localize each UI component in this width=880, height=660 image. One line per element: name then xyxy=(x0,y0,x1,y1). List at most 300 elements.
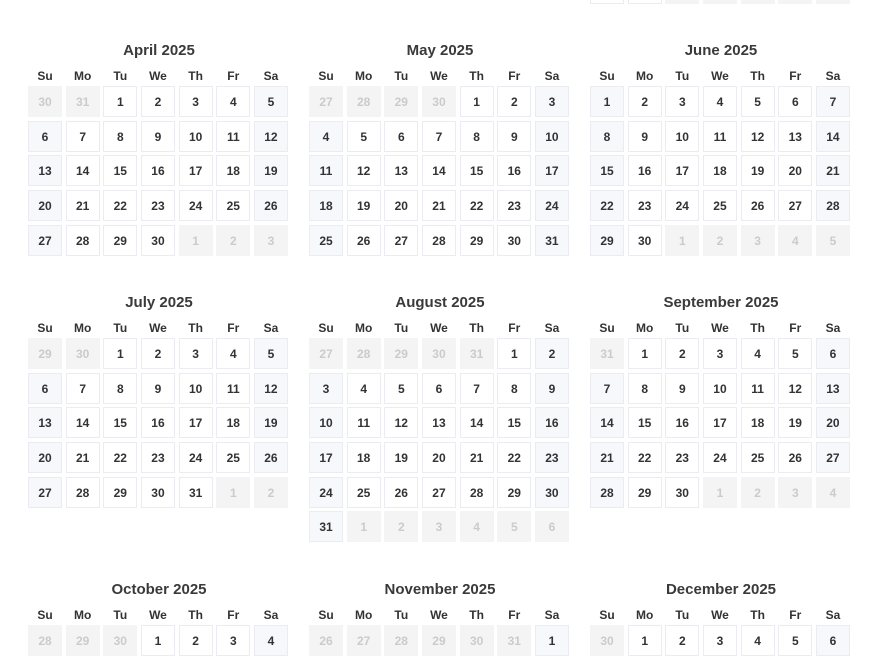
day-cell[interactable]: 2 xyxy=(628,86,662,117)
day-cell-outside-month: 2 xyxy=(384,511,418,542)
day-cell[interactable]: 4 xyxy=(254,625,288,656)
day-cell-outside-month: 5 xyxy=(497,511,531,542)
day-cell[interactable]: 27 xyxy=(28,225,62,256)
day-cell[interactable]: 1 xyxy=(628,625,662,656)
day-cell[interactable]: 20 xyxy=(384,190,418,221)
day-cell-outside-month: 2 xyxy=(216,225,250,256)
day-cell-outside-month: 2 xyxy=(741,477,775,508)
weekday-header: Mo xyxy=(354,608,373,622)
day-cell[interactable]: 27 xyxy=(28,477,62,508)
day-cell-outside-month: 29 xyxy=(422,625,456,656)
weekday-header: Sa xyxy=(544,321,560,335)
day-cell[interactable]: 22 xyxy=(590,190,624,221)
day-cell[interactable]: 23 xyxy=(141,442,175,473)
weekday-header: Sa xyxy=(825,321,841,335)
day-cell[interactable]: 26 xyxy=(384,477,418,508)
day-cell[interactable]: 5 xyxy=(741,86,775,117)
day-cell[interactable]: 14 xyxy=(590,407,624,438)
day-cell[interactable]: 29 xyxy=(460,225,494,256)
day-cell[interactable]: 19 xyxy=(741,155,775,186)
day-cell[interactable]: 12 xyxy=(347,155,381,186)
day-cell[interactable]: 15 xyxy=(103,407,137,438)
day-cell[interactable]: 22 xyxy=(460,190,494,221)
day-cell[interactable]: 12 xyxy=(254,121,288,152)
day-cell-outside-month: 27 xyxy=(347,625,381,656)
month-grid xyxy=(28,319,290,511)
day-cell[interactable]: 28 xyxy=(460,477,494,508)
day-cell[interactable]: 20 xyxy=(422,442,456,473)
month-grid xyxy=(28,606,290,660)
weekday-header: Fr xyxy=(227,69,240,83)
weekday-header: We xyxy=(149,321,167,335)
day-cell-partial xyxy=(778,0,812,4)
day-cell-partial xyxy=(741,0,775,4)
day-cell[interactable]: 25 xyxy=(216,190,250,221)
day-cell[interactable]: 8 xyxy=(497,373,531,404)
day-cell[interactable]: 29 xyxy=(103,225,137,256)
day-cell[interactable]: 23 xyxy=(535,442,569,473)
day-cell[interactable]: 7 xyxy=(66,373,100,404)
day-cell-outside-month: 4 xyxy=(778,225,812,256)
weekday-header: Sa xyxy=(263,69,279,83)
day-cell-outside-month: 30 xyxy=(422,86,456,117)
day-cell[interactable]: 16 xyxy=(141,155,175,186)
day-cell[interactable]: 13 xyxy=(28,155,62,186)
weekday-header: Tu xyxy=(675,608,690,622)
day-cell[interactable]: 9 xyxy=(497,121,531,152)
day-cell[interactable]: 4 xyxy=(216,86,250,117)
day-cell[interactable]: 2 xyxy=(535,338,569,369)
weekday-header: Su xyxy=(599,321,615,335)
day-cell[interactable]: 31 xyxy=(309,511,343,542)
day-cell[interactable]: 5 xyxy=(254,86,288,117)
day-cell[interactable]: 24 xyxy=(703,442,737,473)
day-cell[interactable]: 14 xyxy=(66,407,100,438)
day-cell[interactable]: 15 xyxy=(590,155,624,186)
day-cell[interactable]: 5 xyxy=(384,373,418,404)
weekday-header: Fr xyxy=(508,69,521,83)
weekday-header: Fr xyxy=(227,608,240,622)
weekday-header: Sa xyxy=(544,69,560,83)
day-cell[interactable]: 17 xyxy=(309,442,343,473)
day-cell[interactable]: 25 xyxy=(741,442,775,473)
weekday-header: Mo xyxy=(635,69,654,83)
month-title: November 2025 xyxy=(384,581,496,598)
day-cell[interactable]: 2 xyxy=(665,625,699,656)
month-may-2025 xyxy=(309,40,571,259)
day-cell[interactable]: 3 xyxy=(703,625,737,656)
day-cell[interactable]: 12 xyxy=(741,121,775,152)
weekday-header: Sa xyxy=(263,608,279,622)
day-cell[interactable]: 11 xyxy=(741,373,775,404)
day-cell[interactable]: 11 xyxy=(216,373,250,404)
day-cell[interactable]: 19 xyxy=(254,407,288,438)
day-cell[interactable]: 22 xyxy=(628,442,662,473)
day-cell[interactable]: 9 xyxy=(665,373,699,404)
weekday-header: Tu xyxy=(113,321,128,335)
weekday-header: We xyxy=(430,608,448,622)
day-cell-outside-month: 29 xyxy=(66,625,100,656)
day-cell-outside-month: 3 xyxy=(778,477,812,508)
day-cell[interactable]: 2 xyxy=(141,338,175,369)
day-cell[interactable]: 5 xyxy=(778,338,812,369)
day-cell[interactable]: 1 xyxy=(590,86,624,117)
weekday-header: Sa xyxy=(263,321,279,335)
day-cell[interactable]: 27 xyxy=(778,190,812,221)
weekday-header: Mo xyxy=(73,608,92,622)
day-cell[interactable]: 21 xyxy=(590,442,624,473)
day-cell[interactable]: 27 xyxy=(422,477,456,508)
day-cell[interactable]: 11 xyxy=(216,121,250,152)
day-cell[interactable]: 6 xyxy=(28,121,62,152)
day-cell[interactable]: 26 xyxy=(741,190,775,221)
day-cell[interactable]: 13 xyxy=(384,155,418,186)
day-cell[interactable]: 5 xyxy=(778,625,812,656)
weekday-header: Fr xyxy=(789,321,802,335)
day-cell-outside-month: 27 xyxy=(309,338,343,369)
month-december-2025 xyxy=(590,579,852,660)
month-grid xyxy=(309,606,571,660)
day-cell[interactable]: 3 xyxy=(216,625,250,656)
day-cell[interactable]: 21 xyxy=(460,442,494,473)
day-cell[interactable]: 12 xyxy=(778,373,812,404)
month-grid xyxy=(590,67,852,259)
weekday-header: Mo xyxy=(354,69,373,83)
day-cell[interactable]: 28 xyxy=(590,477,624,508)
day-cell-partial xyxy=(628,0,662,4)
day-cell[interactable]: 30 xyxy=(141,477,175,508)
weekday-header: Fr xyxy=(227,321,240,335)
day-cell[interactable]: 28 xyxy=(66,477,100,508)
day-cell[interactable]: 15 xyxy=(497,407,531,438)
day-cell-outside-month: 28 xyxy=(347,86,381,117)
day-cell-partial xyxy=(816,0,850,4)
day-cell[interactable]: 25 xyxy=(309,225,343,256)
day-cell[interactable]: 7 xyxy=(460,373,494,404)
weekday-header: Th xyxy=(188,321,203,335)
day-cell[interactable]: 24 xyxy=(179,190,213,221)
day-cell[interactable]: 21 xyxy=(66,190,100,221)
weekday-header: Su xyxy=(599,608,615,622)
day-cell[interactable]: 18 xyxy=(309,190,343,221)
weekday-header: We xyxy=(430,321,448,335)
day-cell[interactable]: 20 xyxy=(28,442,62,473)
day-cell[interactable]: 30 xyxy=(628,225,662,256)
day-cell-outside-month: 1 xyxy=(216,477,250,508)
day-cell[interactable]: 18 xyxy=(703,155,737,186)
day-cell-outside-month: 5 xyxy=(816,225,850,256)
day-cell-outside-month: 1 xyxy=(179,225,213,256)
day-cell[interactable]: 10 xyxy=(703,373,737,404)
day-cell[interactable]: 7 xyxy=(816,86,850,117)
day-cell[interactable]: 2 xyxy=(665,338,699,369)
day-cell-outside-month: 29 xyxy=(384,86,418,117)
weekday-header: Fr xyxy=(508,608,521,622)
weekday-header: Mo xyxy=(635,608,654,622)
day-cell[interactable]: 8 xyxy=(103,373,137,404)
day-cell[interactable]: 28 xyxy=(66,225,100,256)
month-grid xyxy=(28,67,290,259)
day-cell[interactable]: 9 xyxy=(141,121,175,152)
weekday-header: We xyxy=(711,321,729,335)
month-october-2025 xyxy=(28,579,290,660)
day-cell[interactable]: 20 xyxy=(778,155,812,186)
day-cell[interactable]: 9 xyxy=(141,373,175,404)
day-cell[interactable]: 22 xyxy=(103,190,137,221)
day-cell-outside-month: 31 xyxy=(460,338,494,369)
day-cell[interactable]: 13 xyxy=(422,407,456,438)
day-cell[interactable]: 24 xyxy=(665,190,699,221)
day-cell[interactable]: 21 xyxy=(816,155,850,186)
day-cell[interactable]: 4 xyxy=(741,338,775,369)
day-cell[interactable]: 20 xyxy=(28,190,62,221)
day-cell[interactable]: 31 xyxy=(535,225,569,256)
day-cell[interactable]: 2 xyxy=(141,86,175,117)
day-cell[interactable]: 3 xyxy=(665,86,699,117)
day-cell[interactable]: 29 xyxy=(590,225,624,256)
day-cell[interactable]: 6 xyxy=(28,373,62,404)
day-cell[interactable]: 3 xyxy=(309,373,343,404)
day-cell[interactable]: 8 xyxy=(460,121,494,152)
day-cell[interactable]: 21 xyxy=(66,442,100,473)
day-cell[interactable]: 12 xyxy=(384,407,418,438)
day-cell[interactable]: 30 xyxy=(141,225,175,256)
day-cell[interactable]: 6 xyxy=(778,86,812,117)
day-cell[interactable]: 11 xyxy=(347,407,381,438)
weekday-header: Mo xyxy=(73,69,92,83)
day-cell[interactable]: 19 xyxy=(347,190,381,221)
day-cell-outside-month: 3 xyxy=(422,511,456,542)
day-cell-outside-month: 29 xyxy=(28,338,62,369)
day-cell[interactable]: 4 xyxy=(347,373,381,404)
day-cell[interactable]: 2 xyxy=(497,86,531,117)
day-cell[interactable]: 17 xyxy=(179,407,213,438)
day-cell[interactable]: 4 xyxy=(703,86,737,117)
weekday-header: Th xyxy=(750,608,765,622)
day-cell[interactable]: 6 xyxy=(816,625,850,656)
month-grid xyxy=(590,606,852,660)
day-cell[interactable]: 1 xyxy=(535,625,569,656)
day-cell[interactable]: 29 xyxy=(628,477,662,508)
day-cell[interactable]: 7 xyxy=(66,121,100,152)
day-cell[interactable]: 17 xyxy=(179,155,213,186)
day-cell[interactable]: 20 xyxy=(816,407,850,438)
weekday-header: Tu xyxy=(394,321,409,335)
day-cell-outside-month: 28 xyxy=(384,625,418,656)
day-cell[interactable]: 16 xyxy=(665,407,699,438)
day-cell[interactable]: 3 xyxy=(703,338,737,369)
day-cell[interactable]: 1 xyxy=(628,338,662,369)
day-cell[interactable]: 17 xyxy=(703,407,737,438)
day-cell[interactable]: 30 xyxy=(665,477,699,508)
weekday-header: Th xyxy=(469,69,484,83)
day-cell-outside-month: 30 xyxy=(590,625,624,656)
month-grid xyxy=(309,67,571,259)
day-cell[interactable]: 24 xyxy=(179,442,213,473)
weekday-header: Tu xyxy=(113,608,128,622)
day-cell[interactable]: 9 xyxy=(628,121,662,152)
day-cell[interactable]: 24 xyxy=(535,190,569,221)
day-cell[interactable]: 29 xyxy=(497,477,531,508)
day-cell-partial xyxy=(590,0,624,4)
day-cell[interactable]: 13 xyxy=(28,407,62,438)
day-cell[interactable]: 26 xyxy=(254,442,288,473)
month-title: December 2025 xyxy=(665,581,777,598)
day-cell[interactable]: 8 xyxy=(628,373,662,404)
day-cell[interactable]: 13 xyxy=(778,121,812,152)
day-cell-outside-month: 28 xyxy=(347,338,381,369)
day-cell[interactable]: 11 xyxy=(309,155,343,186)
weekday-header: Th xyxy=(750,69,765,83)
day-cell[interactable]: 16 xyxy=(535,407,569,438)
month-title: October 2025 xyxy=(111,581,207,598)
day-cell[interactable]: 6 xyxy=(816,338,850,369)
day-cell[interactable]: 18 xyxy=(741,407,775,438)
day-cell[interactable]: 18 xyxy=(216,155,250,186)
day-cell[interactable]: 17 xyxy=(665,155,699,186)
day-cell[interactable]: 17 xyxy=(535,155,569,186)
day-cell[interactable]: 23 xyxy=(497,190,531,221)
day-cell-outside-month: 30 xyxy=(28,86,62,117)
day-cell[interactable]: 21 xyxy=(422,190,456,221)
month-july-2025 xyxy=(28,292,290,511)
day-cell[interactable]: 13 xyxy=(816,373,850,404)
weekday-header: Su xyxy=(318,69,334,83)
weekday-header: Mo xyxy=(73,321,92,335)
day-cell-outside-month: 26 xyxy=(309,625,343,656)
day-cell-outside-month: 28 xyxy=(28,625,62,656)
day-cell[interactable]: 23 xyxy=(141,190,175,221)
day-cell[interactable]: 5 xyxy=(347,121,381,152)
day-cell-outside-month: 4 xyxy=(460,511,494,542)
day-cell[interactable]: 11 xyxy=(703,121,737,152)
day-cell[interactable]: 19 xyxy=(254,155,288,186)
day-cell[interactable]: 26 xyxy=(347,225,381,256)
day-cell[interactable]: 1 xyxy=(103,86,137,117)
weekday-header: We xyxy=(430,69,448,83)
day-cell[interactable]: 25 xyxy=(347,477,381,508)
day-cell[interactable]: 14 xyxy=(460,407,494,438)
day-cell-outside-month: 4 xyxy=(816,477,850,508)
day-cell[interactable]: 22 xyxy=(103,442,137,473)
day-cell-outside-month: 30 xyxy=(460,625,494,656)
month-title: April 2025 xyxy=(123,42,195,59)
day-cell[interactable]: 27 xyxy=(816,442,850,473)
day-cell[interactable]: 27 xyxy=(384,225,418,256)
day-cell[interactable]: 18 xyxy=(216,407,250,438)
day-cell[interactable]: 5 xyxy=(254,338,288,369)
day-cell-outside-month: 31 xyxy=(497,625,531,656)
day-cell[interactable]: 30 xyxy=(497,225,531,256)
day-cell[interactable]: 19 xyxy=(384,442,418,473)
weekday-header: Tu xyxy=(675,69,690,83)
weekday-header: We xyxy=(149,608,167,622)
weekday-header: Mo xyxy=(354,321,373,335)
day-cell[interactable]: 28 xyxy=(422,225,456,256)
day-cell[interactable]: 4 xyxy=(741,625,775,656)
day-cell[interactable]: 10 xyxy=(309,407,343,438)
day-cell[interactable]: 10 xyxy=(665,121,699,152)
weekday-header: Th xyxy=(750,321,765,335)
day-cell[interactable]: 24 xyxy=(309,477,343,508)
day-cell-outside-month: 1 xyxy=(347,511,381,542)
day-cell-outside-month: 2 xyxy=(703,225,737,256)
day-cell[interactable]: 2 xyxy=(179,625,213,656)
day-cell[interactable]: 15 xyxy=(103,155,137,186)
day-cell[interactable]: 1 xyxy=(103,338,137,369)
day-cell-outside-month: 3 xyxy=(741,225,775,256)
day-cell[interactable]: 25 xyxy=(216,442,250,473)
day-cell[interactable]: 7 xyxy=(422,121,456,152)
day-cell[interactable]: 16 xyxy=(141,407,175,438)
day-cell[interactable]: 22 xyxy=(497,442,531,473)
day-cell[interactable]: 3 xyxy=(179,86,213,117)
day-cell[interactable]: 19 xyxy=(778,407,812,438)
day-cell[interactable]: 29 xyxy=(103,477,137,508)
day-cell[interactable]: 10 xyxy=(179,373,213,404)
day-cell[interactable]: 10 xyxy=(179,121,213,152)
previous-month-overflow xyxy=(590,0,852,5)
day-cell[interactable]: 16 xyxy=(497,155,531,186)
day-cell[interactable]: 15 xyxy=(460,155,494,186)
day-cell[interactable]: 14 xyxy=(66,155,100,186)
day-cell[interactable]: 16 xyxy=(628,155,662,186)
day-cell[interactable]: 15 xyxy=(628,407,662,438)
day-cell[interactable]: 4 xyxy=(309,121,343,152)
day-cell[interactable]: 7 xyxy=(590,373,624,404)
day-cell-outside-month: 30 xyxy=(103,625,137,656)
month-title: May 2025 xyxy=(406,42,474,59)
day-cell-partial xyxy=(703,0,737,4)
day-cell[interactable]: 1 xyxy=(141,625,175,656)
day-cell[interactable]: 28 xyxy=(816,190,850,221)
day-cell[interactable]: 1 xyxy=(460,86,494,117)
day-cell[interactable]: 26 xyxy=(778,442,812,473)
day-cell[interactable]: 23 xyxy=(628,190,662,221)
day-cell[interactable]: 8 xyxy=(103,121,137,152)
day-cell[interactable]: 26 xyxy=(254,190,288,221)
day-cell[interactable]: 12 xyxy=(254,373,288,404)
day-cell[interactable]: 8 xyxy=(590,121,624,152)
day-cell-outside-month: 3 xyxy=(254,225,288,256)
day-cell[interactable]: 6 xyxy=(384,121,418,152)
weekday-header: Su xyxy=(37,69,53,83)
month-title: September 2025 xyxy=(663,294,779,311)
day-cell[interactable]: 14 xyxy=(816,121,850,152)
weekday-header: Th xyxy=(188,608,203,622)
day-cell[interactable]: 1 xyxy=(497,338,531,369)
day-cell[interactable]: 31 xyxy=(179,477,213,508)
day-cell-outside-month: 31 xyxy=(590,338,624,369)
day-cell[interactable]: 3 xyxy=(535,86,569,117)
weekday-header: Th xyxy=(469,608,484,622)
day-cell[interactable]: 30 xyxy=(535,477,569,508)
weekday-header: Sa xyxy=(825,608,841,622)
day-cell[interactable]: 4 xyxy=(216,338,250,369)
day-cell-outside-month: 31 xyxy=(66,86,100,117)
day-cell[interactable]: 6 xyxy=(422,373,456,404)
day-cell[interactable]: 3 xyxy=(179,338,213,369)
day-cell[interactable]: 18 xyxy=(347,442,381,473)
day-cell[interactable]: 25 xyxy=(703,190,737,221)
day-cell[interactable]: 14 xyxy=(422,155,456,186)
weekday-header: Th xyxy=(469,321,484,335)
day-cell-outside-month: 1 xyxy=(703,477,737,508)
day-cell[interactable]: 10 xyxy=(535,121,569,152)
day-cell[interactable]: 9 xyxy=(535,373,569,404)
day-cell[interactable]: 23 xyxy=(665,442,699,473)
month-april-2025 xyxy=(28,40,290,259)
